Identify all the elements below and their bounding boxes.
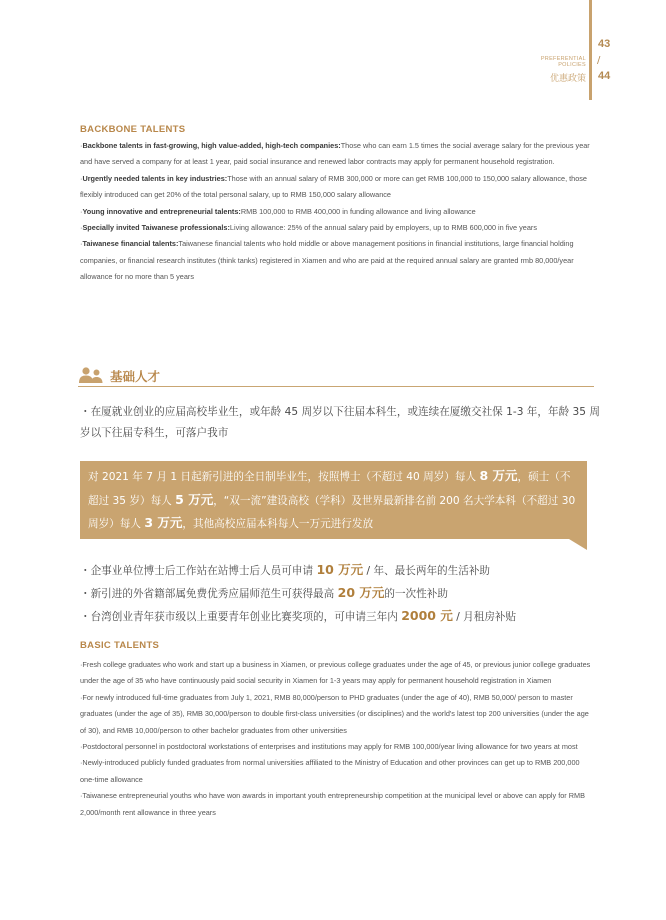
basic-item: ·Postdoctoral personnel in postdoctoral workstations of enterprises and institutions may apply for RMB 100,000/year living allowance for two years at most [80, 742, 578, 752]
backbone-talents-list [80, 138, 596, 286]
section-label-en [528, 56, 586, 68]
section-label-en-line2: POLICIES [558, 62, 586, 68]
basic-cn-line: ・台湾创业青年获市级以上重要青年创业比赛奖项的，可申请三年内 2000 元 / 月租房补贴 [80, 608, 517, 623]
backbone-item: ·Specially invited Taiwanese professionals:Living allowance: 25% of the annual salary paid by employers, up to RMB 600,000 in five years [80, 223, 537, 233]
allowance-master: 5 万元 [175, 491, 214, 507]
backbone-item: ·Taiwanese financial talents:Taiwanese financial talents who hold middle or above management positions in financial institutions, large financial holding companies, or financial research institutes (think tanks) registered in Xiamen and who are paid at the required annual salary are granted rmb 80,000/year allowance for no more than 5 years [80, 239, 574, 282]
allowance-bachelor: 3 万元 [144, 515, 183, 530]
page-number-separator: / [597, 55, 601, 66]
people-icon [78, 366, 104, 384]
header-accent-bar [589, 0, 592, 100]
basic-talents-cn-title: 基础人才 [110, 369, 161, 384]
basic-cn-line: ・企事业单位博士后工作站在站博士后人员可申请 10 万元 / 年、最长两年的生活补助 [80, 562, 491, 577]
backbone-item: ·Young innovative and entrepreneurial talents:RMB 100,000 to RMB 400,000 in funding allowance and living allowance [80, 206, 476, 216]
basic-cn-line: ・新引进的外省籍部属免费优秀应届师范生可获得最高 20 万元的一次性补助 [80, 585, 448, 600]
section-label-cn: 优惠政策 [549, 74, 586, 84]
basic-item: ·For newly introduced full-time graduates from July 1, 2021, RMB 80,000/person to PHD graduates (under the age of 40), RMB 50,000/ person to master graduates (under the age of 35), RMB 30,000/person to double first-class universities (or disciplines) and the world's latest top 200 universities (under the age of 30), and RMB 10,000/person to other bachelor graduates from other universities [80, 692, 589, 735]
backbone-talents-title: BACKBONE TALENTS [80, 124, 186, 135]
page-number-right: 44 [598, 70, 611, 82]
graduate-allowance-box: 对 2021 年 7 月 1 日起新引进的全日制毕业生，按照博士（不超过 40 周岁）每人 8 万元，硕士（不超过 35 岁）每人 5 万元，“双一流”建设高校（学科）及世界最新排名前 200 名大学本科（不超过 30 周岁）每人 3 万元，其他高校应届本科每人一万元进行发放 [80, 461, 587, 539]
backbone-item: ·Urgently needed talents in key industries:Those with an annual salary of RMB 300,000 or more can get RMB 100,000 to 150,000 salary allowance, those flexibly introduced can get 20% of the total personal salary, up to RMB 150,000 salary allowance [80, 173, 587, 200]
allowance-phd: 8 万元 [479, 468, 518, 483]
basic-talents-list [80, 657, 596, 821]
box-tail-decoration [569, 539, 587, 550]
page-number-left: 43 [598, 38, 611, 50]
basic-item: ·Fresh college graduates who work and start up a business in Xiamen, or previous college graduates under the age of 45, or previous junior college graduates under the age of 35 who have continuously paid social security in Xiamen for 1-3 years may apply for permanent household registration in Xiamen [80, 660, 591, 686]
backbone-item: ·Backbone talents in fast-growing, high value-added, high-tech companies:Those who can earn 1.5 times the social average salary for the previous year and have served a company for at least 1 year, paid social insurance and renewed labor contracts may apply for permanent household registration. [80, 141, 590, 167]
basic-cn-intro: ・在厦就业创业的应届高校毕业生，或年龄 45 周岁以下往届本科生，或连续在厦缴交社保 1-3 年，年龄 35 周岁以下往届专科生，可落户我市 [80, 406, 600, 439]
basic-talents-cn-heading [78, 366, 594, 387]
basic-item: ·Taiwanese entrepreneurial youths who have won awards in important youth entrepreneurship competition at the municipal level or above can apply for RMB 2,000/month rent allowance in three years [80, 791, 585, 817]
section-label-en-line1: PREFERENTIAL [540, 56, 586, 62]
basic-talents-title: BASIC TALENTS [80, 640, 160, 651]
basic-item: ·Newly-introduced publicly funded graduates from normal universities affiliated to the Ministry of Education and other provinces can get up to RMB 200,000 one-time allowance [80, 758, 580, 784]
